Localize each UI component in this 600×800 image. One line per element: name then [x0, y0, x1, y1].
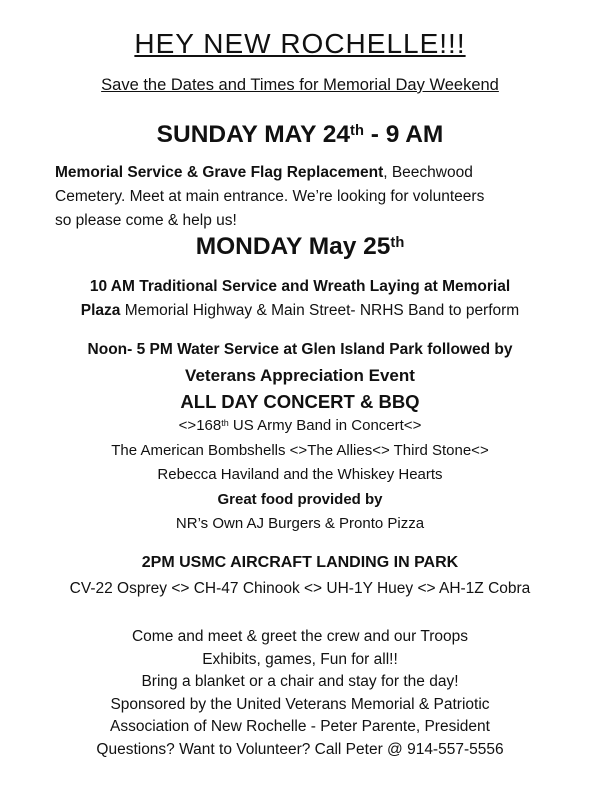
monday-location: Memorial Highway & Main Street- NRHS Band to perform: [120, 302, 520, 319]
food-heading: Great food provided by: [217, 490, 383, 508]
sunday-location: , Beechwood: [383, 164, 473, 181]
band-whiskey-hearts: Rebecca Haviland and the Whiskey Hearts: [157, 466, 443, 483]
monday-line-1: [0, 275, 600, 299]
army-band: [0, 414, 600, 439]
sunday-heading-date: SUNDAY MAY 24: [156, 121, 351, 148]
water-line-1: [0, 337, 600, 363]
sponsor-line-1: Sponsored by the United Veterans Memorial & Patriotic: [110, 695, 490, 713]
veterans-event: Veterans Appreciation Event: [185, 366, 415, 385]
closing-line-1: Come and meet & greet the crew and our Troops: [131, 628, 468, 645]
monday-line-2: [0, 299, 600, 323]
monday-description: [0, 275, 600, 323]
sunday-description: [55, 161, 484, 233]
monday-plaza: Plaza: [80, 302, 121, 319]
flyer-title: HEY NEW ROCHELLE!!!: [134, 28, 466, 59]
closing-info: [0, 626, 600, 761]
monday-time: 10 AM: [89, 278, 135, 295]
food-vendors: NR’s Own AJ Burgers & Pronto Pizza: [175, 515, 425, 532]
water-service: [0, 337, 600, 389]
sunday-line-2: Cemetery. Meet at main entrance. We’re looking for volunteers: [55, 188, 485, 205]
aircraft-heading: 2PM USMC AIRCRAFT LANDING IN PARK: [141, 554, 459, 571]
monday-heading-suffix: th: [390, 234, 405, 251]
army-band-pre: <>168: [178, 417, 222, 434]
closing-line-3: Bring a blanket or a chair and stay for the day!: [141, 673, 459, 690]
sunday-line-3: so please come & help us!: [55, 212, 237, 229]
sponsor-line-2: Association of New Rochelle - Peter Parente, President: [110, 718, 490, 735]
contact-line: Questions? Want to Volunteer? Call Peter @ 914-557-5556: [96, 740, 504, 758]
sunday-heading: [0, 121, 600, 149]
monday-heading: [0, 233, 600, 261]
bands-line: The American Bombshells <>The Allies<> Third Stone<>: [111, 441, 489, 459]
closing-line-2: Exhibits, games, Fun for all!!: [202, 650, 398, 668]
monday-heading-date: MONDAY May 25: [195, 233, 391, 260]
sunday-line-1: [55, 161, 484, 185]
concert-heading: ALL DAY CONCERT & BBQ: [180, 391, 420, 412]
monday-event-name: Traditional Service and Wreath Laying at Memorial: [134, 278, 511, 295]
aircraft-list: CV-22 Osprey <> CH-47 Chinook <> UH-1Y Huey <> AH-1Z Cobra: [69, 580, 531, 597]
sunday-event-name: Memorial Service & Grave Flag Replacement: [55, 164, 384, 181]
army-band-post: US Army Band in Concert<>: [228, 417, 422, 434]
water-event: Water Service at Glen Island Park followed by: [172, 341, 513, 358]
flyer-subtitle: Save the Dates and Times for Memorial Day Weekend: [101, 76, 499, 94]
sunday-heading-suffix: th: [350, 122, 364, 139]
concert-lineup: [0, 414, 600, 537]
water-time: Noon- 5 PM: [87, 341, 173, 358]
army-band-suffix: th: [221, 417, 229, 428]
sunday-heading-time: - 9 AM: [363, 121, 444, 148]
